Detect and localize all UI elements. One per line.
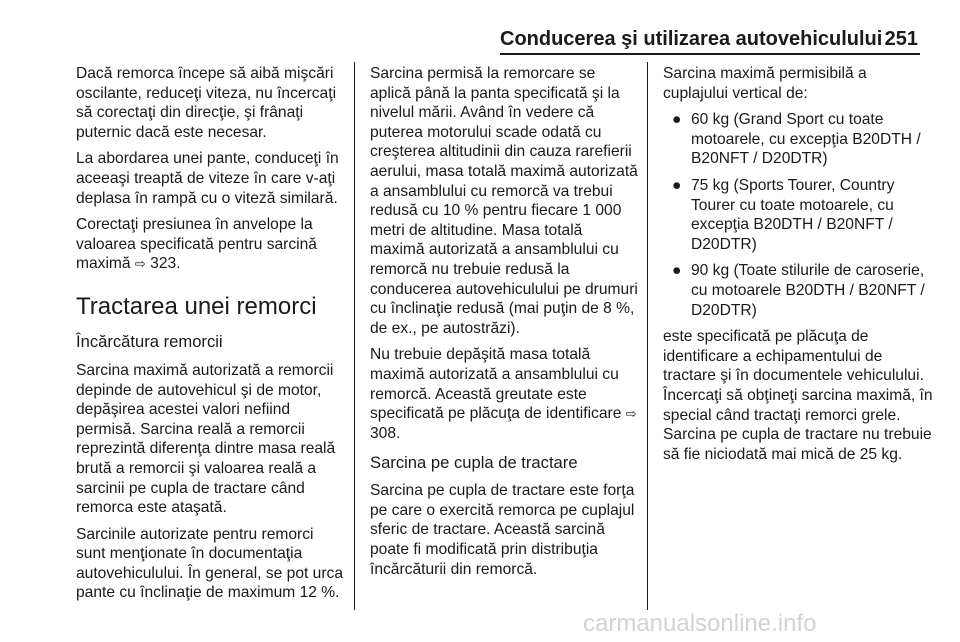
paragraph-altitude: Sarcina permisă la remorcare se aplică până la panta specificată şi la nivelul mării. Având în vedere că puterea motorului scade odată cu creşterea altitudinii din cauza rarefierii aerului, masa totală maximă autorizată a ansamblului cu remorcă va trebui redusă cu 10 % pentru fiecare 1 000 metri de altitudine. Masa totală maximă autorizată a ansamblului cu remorcă nu trebuie redusă la conducerea autovehiculului pe drumuri cu înclinaţie redusă (mai puţin de 8 %, de ex., pe autostrăzi). <box>370 65 638 337</box>
paragraph-coupling-load: Sarcina pe cupla de tractare este forţa pe care o exercită remorca pe cuplajul sferic de tractare. Această sarcină poate fi modificată prin distribuţia încărcăturii din remorcă. <box>370 482 635 578</box>
paragraph-gross-mass <box>370 345 640 443</box>
tyre-pressure-text: Corectaţi presiunea în anvelope la valoarea specificată pentru sarcină maximă <box>76 216 317 273</box>
paragraph-authorised-loads: Sarcinile autorizate pentru remorci sunt menţionate în documentaţia autovehiculului. În general, se pot urca pante cu înclinaţie de maximum 12 %. <box>76 525 343 602</box>
bullet-icon: ● <box>672 176 682 194</box>
page-number: 251 <box>884 28 918 50</box>
column-2 <box>370 64 640 586</box>
column-1 <box>76 64 346 610</box>
column-divider-2 <box>647 62 648 610</box>
paragraph-oscillation: Dacă remorca începe să aibă mişcări oscilante, reduceţi viteza, nu încercaţi să corectaţi din direcţie, şi frânaţi puternic dacă este necesar. <box>76 65 337 141</box>
watermark: carmanualsonline.info <box>583 610 817 637</box>
header-rule <box>500 53 920 55</box>
list-item <box>663 261 933 320</box>
page-ref-arrow-icon: ⇨ <box>625 406 637 422</box>
section-title: Tractarea unei remorci <box>76 292 317 320</box>
bullet-icon: ● <box>672 111 682 129</box>
list-item-text: 60 kg (Grand Sport cu toate motoarele, cu excepţia B20DTH / B20NFT / D20DTR) <box>691 111 921 168</box>
page-header <box>500 26 920 52</box>
bullet-icon: ● <box>672 262 682 280</box>
paragraph-tyre-pressure <box>76 215 346 274</box>
paragraph-plate-info: este specificată pe plăcuţa de identificare a echipamentului de tractare şi în documentele vehiculului. Încercaţi să obţineţi sarcina maximă, în special când tractaţi remorci grele. Sarcina pe cupla de tractare nu trebuie să fie niciodată mai mică de 25 kg. <box>663 328 933 463</box>
subsection-title-trailer-load: Încărcătura remorcii <box>76 331 223 351</box>
list-item-text: 90 kg (Toate stilurile de caroserie, cu motoarele B20DTH / B20NFT / D20DTR) <box>691 262 925 319</box>
page-ref-arrow-icon: ⇨ <box>134 256 146 272</box>
subsection-title-coupling-load: Sarcina pe cupla de tractare <box>370 453 578 473</box>
paragraph-downhill: La abordarea unei pante, conduceţi în aceeaşi treaptă de viteze în care v-aţi deplasa în rampă cu o viteză similară. <box>76 150 339 207</box>
page-ref-link[interactable]: 323. <box>150 255 181 273</box>
page-ref-link[interactable]: 308. <box>370 424 401 442</box>
gross-mass-text: Nu trebuie depăşită masa totală maximă autorizată a ansamblului cu remorcă. Această greutate este specificată pe plăcuţa de identificare <box>370 346 626 423</box>
list-item <box>663 176 933 254</box>
column-3 <box>663 64 933 471</box>
load-list <box>663 110 933 320</box>
list-item-text: 75 kg (Sports Tourer, Country Tourer cu toate motoarele, cu excepţia B20DTH / B20NFT / D20DTR) <box>691 176 895 253</box>
column-divider-1 <box>354 62 355 610</box>
paragraph-max-vertical-load: Sarcina maximă permisibilă a cuplajului vertical de: <box>663 65 867 102</box>
list-item <box>663 110 933 169</box>
header-title: Conducerea şi utilizarea autovehiculului <box>500 28 883 50</box>
paragraph-trailer-load: Sarcina maximă autorizată a remorcii depinde de autovehicul şi de motor, depăşirea acestei valori nefiind permisă. Sarcina reală a remorcii reprezintă diferenţa dintre masa reală brută a remorcii şi valoarea reală a sarcinii pe cupla de tractare când remorca este ataşată. <box>76 361 336 517</box>
